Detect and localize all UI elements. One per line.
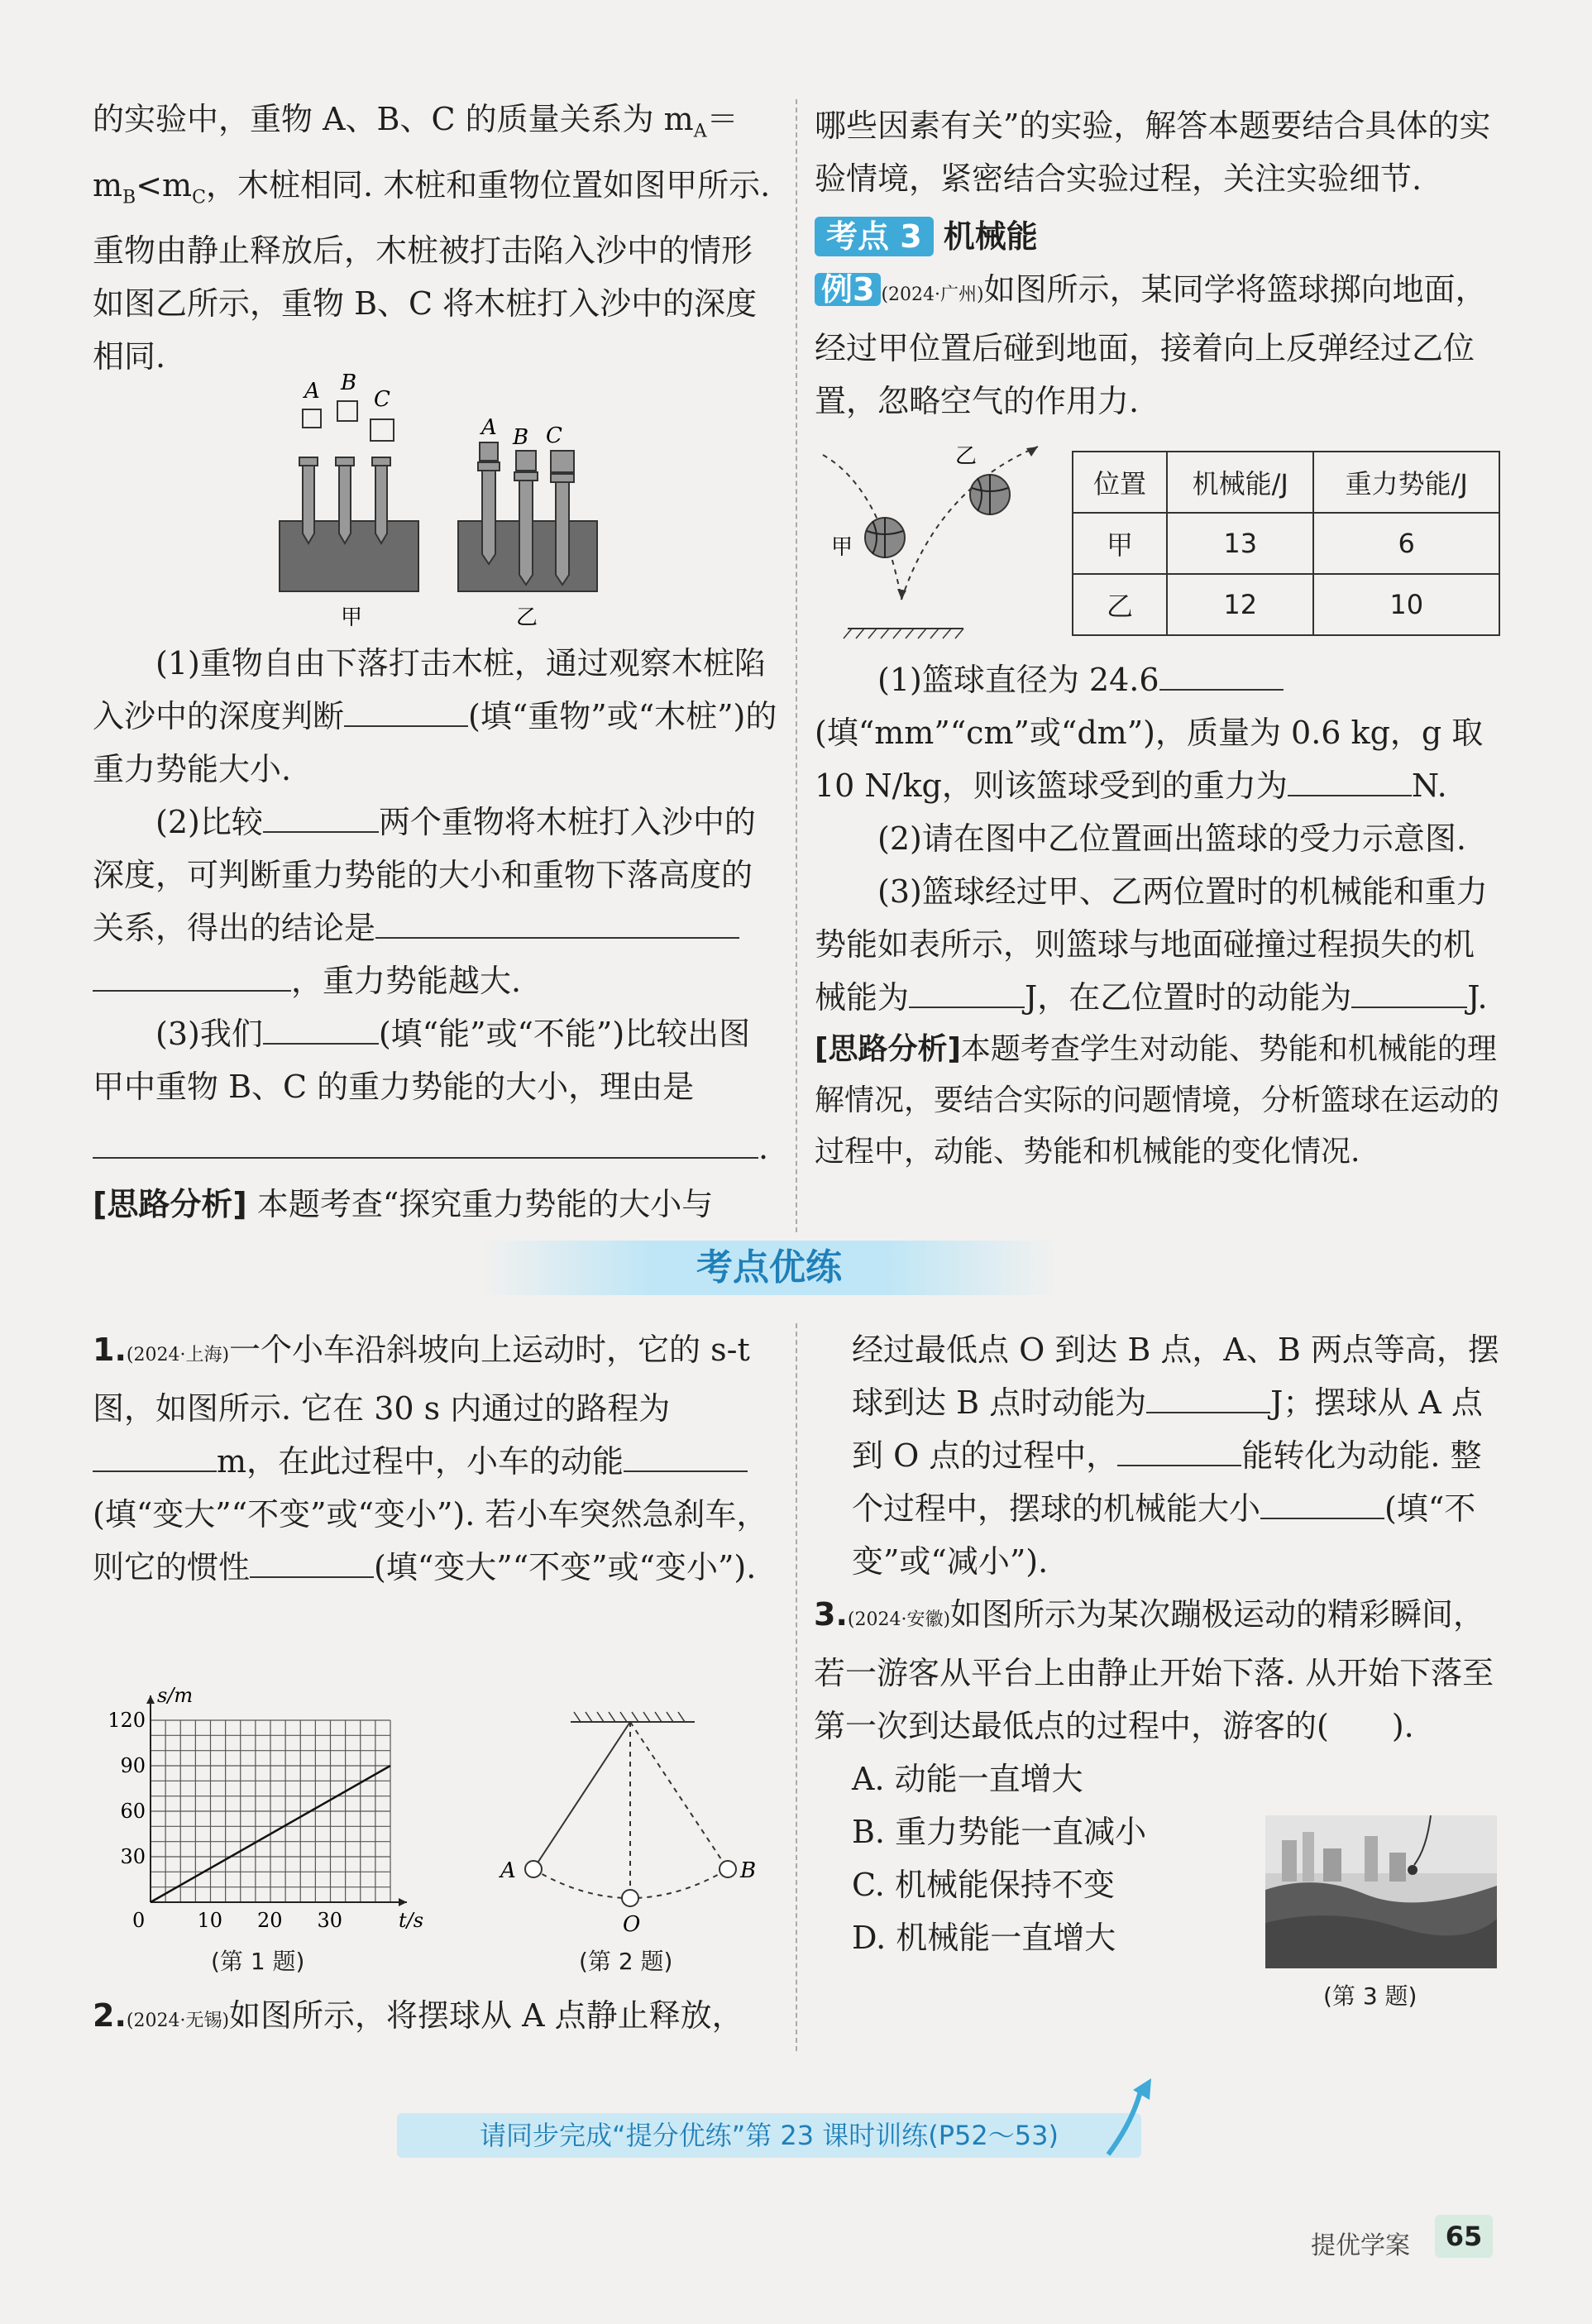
answer-blank[interactable] [93, 1124, 758, 1159]
table-row: 乙 12 10 [1073, 574, 1499, 635]
label-yi: 乙 [516, 605, 538, 630]
answer-blank[interactable] [1146, 1379, 1270, 1413]
label-b: B [740, 1858, 757, 1883]
left-questions [93, 637, 779, 1231]
label-jia: 甲 [341, 605, 363, 630]
answer-blank[interactable] [1288, 762, 1412, 796]
intro-paragraph: 的实验中，重物 A、B、C 的质量关系为 $m_A=m_B<m_C$，木桩相同. 木桩和重物位置如图甲所示. 重物由静止释放后，木桩被打击陷入沙中的情形如图乙所示，重物 B、C 将木桩打入沙中的深度相同. [93, 101, 771, 375]
problem-3: 3.(2024·安徽)如图所示为某次蹦极运动的精彩瞬间，若一游客从平台上由静止开始下落. 从开始下落至第一次到达最低点的过程中，游客的( ). [814, 1596, 1494, 1744]
answer-blank[interactable] [263, 798, 379, 833]
x-axis-label: t/s [399, 1909, 424, 1932]
ball-b [720, 1861, 736, 1877]
left-analysis: [思路分析] 本题考查“探究重力势能的大小与 [93, 1186, 714, 1222]
svg-text:C: C [546, 423, 562, 448]
ball-a [525, 1861, 542, 1877]
footer-book: 提优学案 [1311, 2231, 1410, 2260]
answer-blank[interactable] [1260, 1485, 1384, 1519]
caption-1: (第 1 题) [211, 1948, 305, 1975]
column-divider [796, 1323, 797, 2051]
table-header-row: 位置 机械能/J 重力势能/J [1073, 452, 1499, 513]
problem-2-start: 2.(2024·无锡)如图所示，将摆球从 A 点静止释放， [93, 1997, 743, 2034]
label-a: A [500, 1858, 516, 1883]
right-questions [815, 653, 1501, 1178]
page-number: 65 [1435, 2215, 1493, 2258]
x-tick-label: 20 [257, 1909, 283, 1932]
column-divider [796, 99, 797, 1232]
label-c: C [374, 387, 390, 412]
answer-blank[interactable] [93, 957, 291, 992]
y-axis-arrow [146, 1695, 155, 1704]
example-3: 例3 (2024·广州)如图所示，某同学将篮球掷向地面，经过甲位置后碰到地面，接着向上反弹经过乙位置，忽略空气的作用力. [815, 271, 1487, 419]
right-q3: (3)篮球经过甲、乙两位置时的机械能和重力势能如表所示，则篮球与地面碰撞过程损失的机械能为 J，在乙位置时的动能为 J. [815, 873, 1488, 1016]
y-axis-label: s/m [157, 1684, 194, 1707]
stake-figure [265, 368, 612, 633]
basketball-figure [815, 438, 1063, 645]
problem-1: 1.(2024·上海)一个小车沿斜坡向上运动时，它的 s-t 图，如图所示. 它在 30 s 内通过的路程为m，在此过程中，小车的动能(填“变大”“不变”或“变小”). 若小车突然急刹车，则它的惯性 (填“变大”“不变”或“变小”). [93, 1332, 768, 1585]
practice-left [93, 1323, 779, 1594]
answer-blank[interactable] [909, 973, 1025, 1008]
answer-blank[interactable] [263, 1010, 379, 1045]
answer-blank[interactable] [344, 692, 468, 727]
option-d[interactable]: D. 机械能一直增大 [852, 1920, 1116, 1956]
arrow-icon [1100, 2072, 1174, 2163]
weight-c [371, 419, 394, 441]
ball-o [622, 1890, 638, 1906]
left-q3: (3)我们 (填“能”或“不能”)比较出图甲中重物 B、C 的重力势能的大小，理由是 [93, 1007, 779, 1113]
section-title: 考点优练 [480, 1241, 1059, 1295]
left-q3-line: . [93, 1121, 779, 1174]
label-b: B [341, 371, 357, 395]
svg-text:B: B [513, 425, 529, 450]
weight-b [337, 401, 357, 421]
x-tick-label: 0 [132, 1909, 146, 1932]
option-c[interactable]: C. 机械能保持不变 [852, 1867, 1115, 1903]
answer-blank[interactable] [93, 1437, 217, 1472]
y-tick-label: 120 [108, 1709, 146, 1732]
answer-blank[interactable] [1117, 1432, 1241, 1466]
st-chart [93, 1642, 440, 1989]
left-q1: (1)重物自由下落打击木桩，通过观察木桩陷入沙中的深度判断 (填“重物”或“木桩”)的重力势能大小. [93, 645, 777, 787]
bungee-photo [1265, 1815, 1497, 1968]
table-row: 甲 13 6 [1073, 513, 1499, 574]
y-tick-label: 30 [120, 1845, 146, 1868]
answer-blank[interactable] [1159, 656, 1284, 691]
x-tick-label: 30 [317, 1909, 343, 1932]
answer-blank[interactable] [624, 1437, 748, 1472]
stakes-jia [299, 457, 390, 543]
label-o: O [623, 1912, 641, 1937]
sync-banner: 请同步完成“提分优练”第 23 课时训练(P52～53) [397, 2113, 1141, 2158]
caption-2: (第 2 题) [579, 1948, 673, 1975]
right-q1: (1)篮球直径为 24.6(填“mm”“cm”或“dm”)，质量为 0.6 kg，g 取 10 N/kg，则该篮球受到的重力为 N. [815, 653, 1501, 812]
answer-blank[interactable] [1351, 973, 1467, 1008]
right-column [815, 99, 1501, 428]
pendulum-figure [488, 1704, 761, 1952]
right-analysis-cont: 哪些因素有关”的实验，解答本题要结合具体的实验情境，紧密结合实验过程，关注实验细节. [815, 108, 1491, 197]
x-axis-arrow [399, 1898, 407, 1906]
x-tick-label: 10 [197, 1909, 223, 1932]
kaodian-heading: 考点 3 机械能 [815, 210, 1501, 263]
label-jia: 甲 [831, 535, 853, 560]
right-q2: (2)请在图中乙位置画出篮球的受力示意图. [877, 820, 1466, 857]
weight-a [303, 409, 321, 428]
right-analysis: [思路分析]本题考查学生对动能、势能和机械能的理解情况，要结合实际的问题情境，分析篮球在运动的过程中，动能、势能和机械能的变化情况. [815, 1032, 1500, 1169]
label-a: A [304, 379, 320, 404]
left-q2: (2)比较 两个重物将木桩打入沙中的深度，可判断重力势能的大小和重物下落高度的关系，得出的结论是，重力势能越大. [93, 796, 779, 1007]
answer-blank[interactable] [250, 1543, 374, 1578]
left-column [93, 93, 779, 383]
answer-blank[interactable] [375, 904, 739, 939]
svg-text:A: A [481, 415, 497, 440]
option-a[interactable]: A. 动能一直增大 [852, 1761, 1083, 1797]
option-b[interactable]: B. 重力势能一直减小 [852, 1814, 1147, 1850]
problem-2-cont: 经过最低点 O 到达 B 点，A、B 两点等高，摆球到达 B 点时动能为 J；摆球从 A 点到 O 点的过程中， 能转化为动能. 整个过程中，摆球的机械能大小 (填“不变”或“减小”). [852, 1332, 1499, 1580]
y-tick-label: 90 [120, 1754, 146, 1777]
label-yi: 乙 [955, 444, 978, 469]
energy-table [1072, 451, 1500, 636]
caption-3: (第 3 题) [1323, 1982, 1418, 2010]
y-tick-label: 60 [120, 1800, 146, 1823]
